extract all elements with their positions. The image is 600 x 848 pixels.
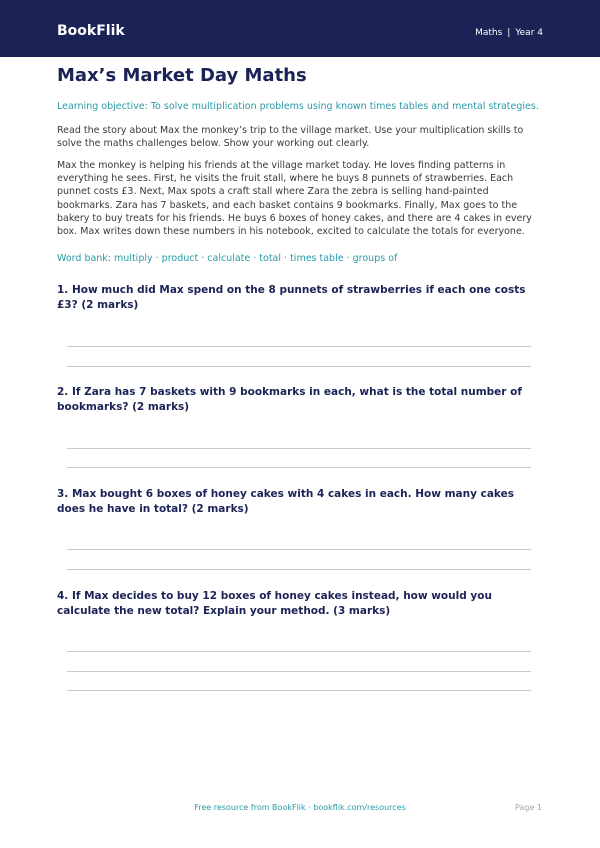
question-3: 3. Max bought 6 boxes of honey cakes with 4 cakes in each. How many cakes does he have in total? (2 marks) [57, 488, 515, 515]
word-bank [57, 252, 397, 265]
learning-objective: Learning objective: To solve multiplication problems using known times tables and mental strategies. [57, 101, 539, 112]
answer-line[interactable] [67, 366, 531, 367]
answer-line[interactable] [67, 651, 531, 652]
page-title: Max’s Market Day Maths [57, 65, 307, 86]
word-bank-words: multiply · product · calculate · total · times table · groups of [114, 253, 398, 264]
question-2: 2. If Zara has 7 baskets with 9 bookmarks in each, what is the total number of bookmarks? (2 marks) [57, 386, 522, 413]
answer-line[interactable] [67, 671, 531, 672]
story-paragraph: Max the monkey is helping his friends at the village market today. He loves finding patterns in everything he sees. First, he visits the fruit stall, where he buys 8 punnets of strawberries. Each punnet costs £3. Next, Max spots a craft stall where Zara the zebra is selling hand-painted bookmarks. Zara has 7 baskets, and each basket contains 9 bookmarks. Finally, Max goes to the bakery to buy treats for his friends. He buys 6 boxes of honey cakes, and there are 4 cakes in every box. Max writes down these numbers in his notebook, excited to calculate the totals for everyone. [57, 160, 532, 238]
answer-line[interactable] [67, 448, 531, 449]
answer-line[interactable] [67, 569, 531, 570]
question-1: 1. How much did Max spend on the 8 punnets of strawberries if each one costs £3? (2 marks) [57, 284, 526, 311]
subject-year-label [475, 27, 543, 39]
intro-paragraph: Read the story about Max the monkey’s trip to the village market. Use your multiplication skills to solve the maths challenges below. Show your working out clearly. [57, 125, 524, 150]
brand-logo: BookFlik [57, 23, 125, 39]
footer-credit: Free resource from BookFlik · bookflik.com/resources [194, 803, 406, 812]
meta-separator: | [507, 28, 511, 38]
word-bank-label: Word bank: [57, 253, 112, 264]
page-header [0, 0, 600, 57]
page-number: Page 1 [515, 803, 542, 812]
answer-line[interactable] [67, 549, 531, 550]
year-label: Year 4 [515, 28, 543, 38]
answer-line[interactable] [67, 346, 531, 347]
answer-line[interactable] [67, 690, 531, 691]
answer-line[interactable] [67, 467, 531, 468]
question-4: 4. If Max decides to buy 12 boxes of honey cakes instead, how would you calculate the new total? Explain your method. (3 marks) [57, 590, 492, 617]
subject-label: Maths [475, 28, 503, 38]
